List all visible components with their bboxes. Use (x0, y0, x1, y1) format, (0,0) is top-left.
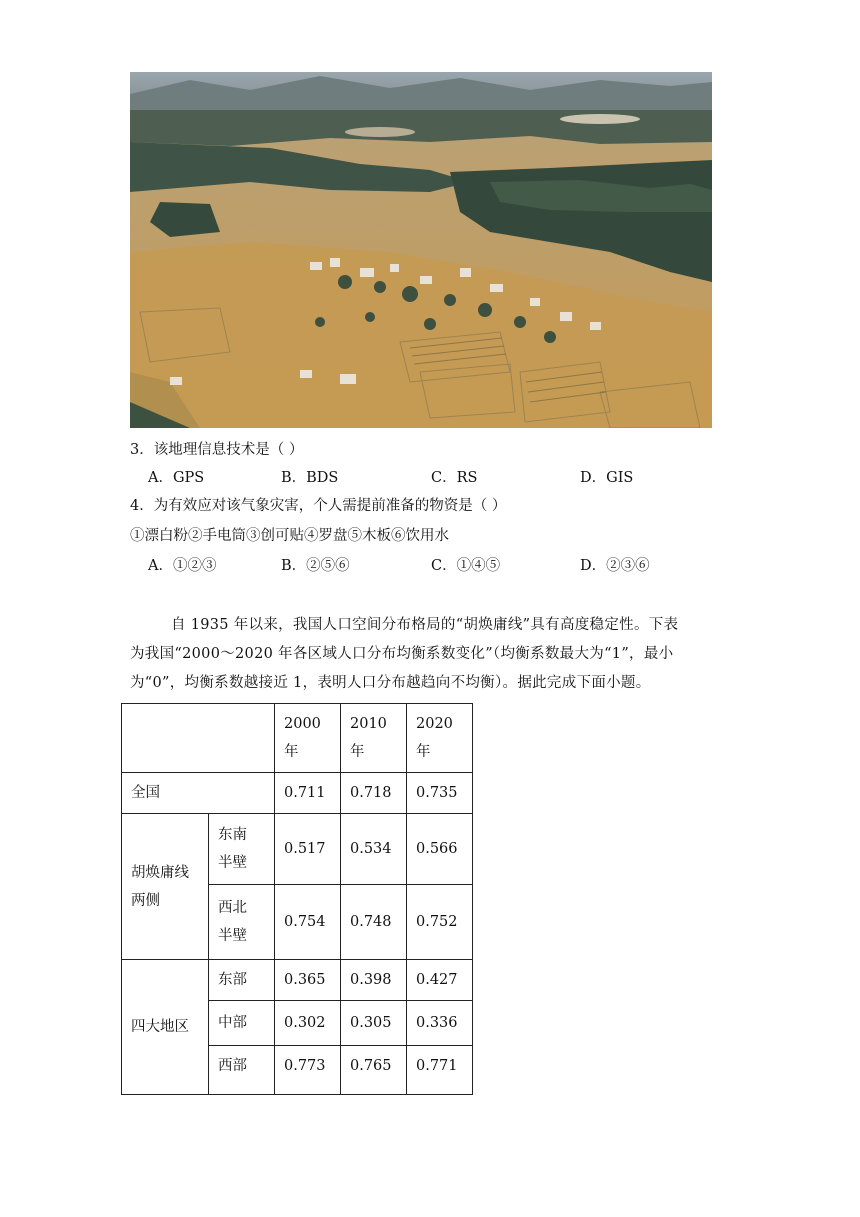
cell-central-2010: 0.305 (341, 1001, 407, 1046)
question-4-option-c: C．①④⑤ (431, 558, 501, 574)
row-label-southeast-2: 半壁 (218, 855, 247, 871)
row-label-northwest-1: 西北 (218, 900, 247, 916)
question-4-stem: 4．为有效应对该气象灾害，个人需提前准备的物资是（ ） (130, 498, 507, 514)
row-label-southeast (209, 814, 275, 885)
cell-national-2010: 0.718 (341, 773, 407, 814)
question-3-option-c: C．RS (431, 470, 478, 486)
header-year-2020 (407, 704, 473, 773)
header-year-2000 (275, 704, 341, 773)
cell-southeast-2020: 0.566 (407, 814, 473, 885)
cell-national-2020: 0.735 (407, 773, 473, 814)
cell-west-2010: 0.765 (341, 1046, 407, 1095)
table-header-row (122, 704, 473, 773)
header-year-2000-suffix: 年 (284, 744, 299, 760)
cell-east-2000: 0.365 (275, 960, 341, 1001)
question-3-stem: 3．该地理信息技术是（ ） (130, 442, 304, 458)
question-4-items: ①漂白粉②手电筒③创可贴④罗盘⑤木板⑥饮用水 (130, 528, 449, 544)
table-corner-cell (122, 704, 275, 773)
cell-central-2000: 0.302 (275, 1001, 341, 1046)
question-4-option-a: A．①②③ (148, 558, 217, 574)
cell-east-2020: 0.427 (407, 960, 473, 1001)
question-3-option-a: A．GPS (148, 470, 205, 486)
cell-east-2010: 0.398 (341, 960, 407, 1001)
question-4-option-b: B．②⑤⑥ (281, 558, 350, 574)
header-year-2010 (341, 704, 407, 773)
table-row-east (122, 960, 473, 1001)
row-label-west: 西部 (209, 1046, 275, 1095)
table-row-national (122, 773, 473, 814)
group-label-hu-line-1: 胡焕庸线 (131, 864, 189, 881)
group-label-hu-line (122, 814, 209, 960)
question-3-option-d: D．GIS (580, 470, 634, 486)
cell-southeast-2010: 0.534 (341, 814, 407, 885)
header-year-2020-number: 2020 (416, 716, 453, 732)
row-label-southeast-1: 东南 (218, 827, 247, 843)
cell-northwest-2020: 0.752 (407, 885, 473, 960)
question-4-option-d: D．②③⑥ (580, 558, 650, 574)
cell-west-2020: 0.771 (407, 1046, 473, 1095)
group-label-regions: 四大地区 (122, 960, 209, 1095)
row-label-northwest (209, 885, 275, 960)
header-year-2020-suffix: 年 (416, 744, 431, 760)
cell-west-2000: 0.773 (275, 1046, 341, 1095)
cell-national-2000: 0.711 (275, 773, 341, 814)
cell-northwest-2000: 0.754 (275, 885, 341, 960)
question-3-option-b: B．BDS (281, 470, 339, 486)
row-label-east: 东部 (209, 960, 275, 1001)
row-label-northwest-2: 半壁 (218, 928, 247, 944)
flood-aerial-photo (130, 72, 712, 428)
passage-line-1: 自 1935 年以来，我国人口空间分布格局的“胡焕庸线”具有高度稳定性。下表 (171, 617, 679, 633)
passage-line-2: 为我国“2000～2020 年各区域人口分布均衡系数变化”（均衡系数最大为“1”，最小 (130, 646, 674, 662)
header-year-2010-number: 2010 (350, 716, 387, 732)
group-label-hu-line-2: 两侧 (131, 892, 160, 909)
header-year-2000-number: 2000 (284, 716, 321, 732)
passage-line-3: 为“0”，均衡系数越接近 1，表明人口分布越趋向不均衡）。据此完成下面小题。 (130, 675, 651, 691)
cell-southeast-2000: 0.517 (275, 814, 341, 885)
cell-central-2020: 0.336 (407, 1001, 473, 1046)
row-label-national: 全国 (122, 773, 275, 814)
row-label-central: 中部 (209, 1001, 275, 1046)
table-row-southeast (122, 814, 473, 885)
header-year-2010-suffix: 年 (350, 744, 365, 760)
cell-northwest-2010: 0.748 (341, 885, 407, 960)
population-balance-table (121, 703, 473, 1095)
